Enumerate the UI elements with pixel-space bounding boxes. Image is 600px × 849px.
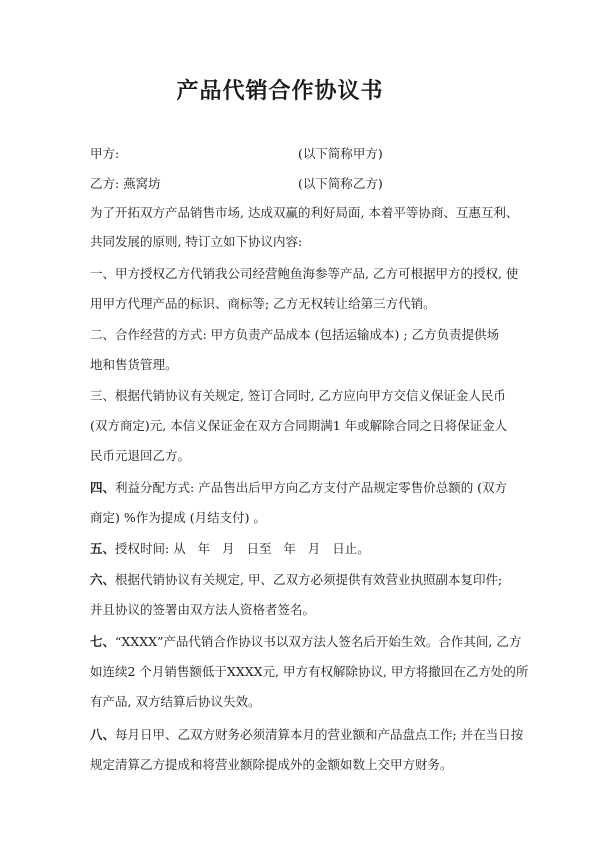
clause-4-line-2: 商定) %作为提成 (月结支付) 。	[90, 510, 266, 525]
clause-4-line-1	[90, 480, 507, 496]
clause-7-number: 七、	[90, 634, 116, 649]
clause-4-text-1: 利益分配方式: 产品售出后甲方向乙方支付产品规定零售价总额的 (双方	[115, 480, 508, 495]
clause-6-line-1	[90, 572, 502, 588]
clause-7-line-2: 如连续2 个月销售额低于XXXX元, 甲方有权解除协议, 甲方将撤回在乙方处的所	[90, 664, 529, 679]
clause-8-line-1	[90, 727, 523, 743]
party-a-note: (以下简称甲方)	[298, 146, 383, 161]
clause-7-line-1	[90, 634, 521, 650]
intro-line-1: 为了开拓双方产品销售市场, 达成双赢的利好局面, 本着平等协商、互惠互利、	[90, 205, 519, 220]
clause-7-text-1: “XXXX”产品代销合作协议书以双方法人签名后开始生效。合作其间, 乙方	[115, 634, 522, 649]
clause-5-line-1	[90, 541, 370, 557]
clause-2-line-1: 二、合作经营的方式: 甲方负责产品成本 (包括运输成本) ; 乙方负责提供场	[90, 327, 500, 342]
clause-3-line-2: (双方商定)元, 本信义保证金在双方合同期满1 年或解除合同之日将保证金人	[90, 418, 508, 433]
clause-4-number: 四、	[90, 480, 116, 495]
clause-6-number: 六、	[90, 572, 116, 587]
clause-3-line-3: 民币元退回乙方。	[90, 448, 191, 463]
clause-7-line-3: 有产品, 双方结算后协议失效。	[90, 694, 261, 709]
clause-8-number: 八、	[90, 727, 116, 742]
party-a-label: 甲方:	[90, 146, 120, 161]
intro-line-2: 共同发展的原则, 特订立如下协议内容:	[90, 234, 303, 249]
clause-5-text-1: 授权时间: 从 年 月 日至 年 月 日止。	[115, 541, 370, 556]
clause-1-line-2: 用甲方代理产品的标识、商标等; 乙方无权转让给第三方代销。	[90, 296, 436, 311]
document-title: 产品代销合作协议书	[176, 78, 384, 104]
party-b-label: 乙方: 燕窝坊	[90, 176, 161, 191]
clause-1-line-1: 一、甲方授权乙方代销我公司经营鲍鱼海参等产品, 乙方可根据甲方的授权, 使	[90, 266, 519, 281]
clause-6-text-1: 根据代销协议有关规定, 甲、乙双方必须提供有效营业执照副本复印件;	[115, 572, 503, 587]
clause-8-text-1: 每月日甲、乙双方财务必须清算本月的营业额和产品盘点工作; 并在当日按	[115, 727, 524, 742]
clause-6-line-2: 并且协议的签署由双方法人资格者签名。	[90, 602, 316, 617]
clause-5-number: 五、	[90, 541, 116, 556]
party-b-note: (以下简称乙方)	[298, 176, 383, 191]
clause-8-line-2: 规定清算乙方提成和将营业额除提成外的金额如数上交甲方财务。	[90, 757, 453, 772]
clause-2-line-2: 地和售货管理。	[90, 357, 178, 372]
clause-3-line-1: 三、根据代销协议有关规定, 签订合同时, 乙方应向甲方交信义保证金人民币	[90, 388, 506, 403]
